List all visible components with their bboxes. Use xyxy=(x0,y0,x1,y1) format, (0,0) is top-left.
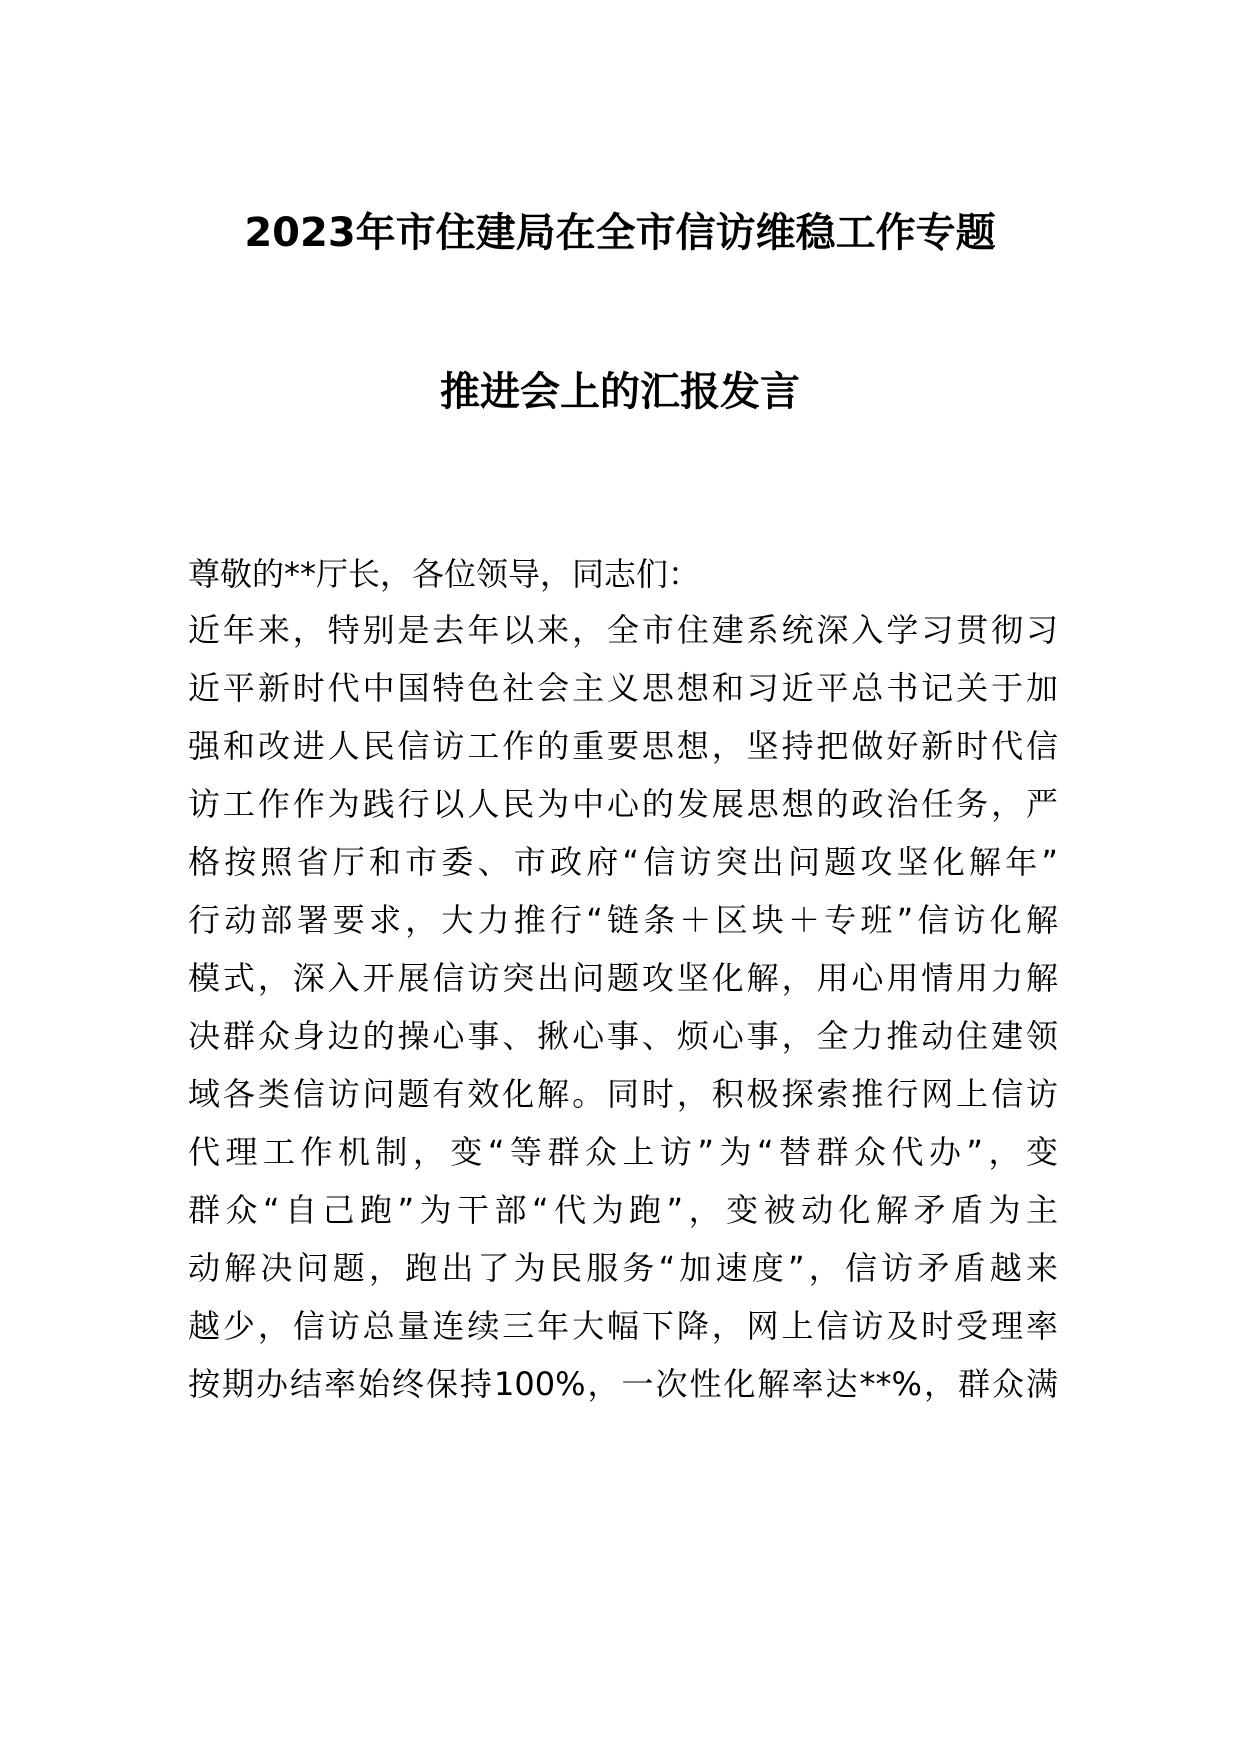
paragraph-line-8: 决群众身边的操心事、揪心事、烦心事，全力推动住建领 xyxy=(188,1017,1058,1055)
paragraph-line-14: 按期办结率始终保持100%，一次性化解率达**%，群众满 xyxy=(188,1365,1058,1403)
paragraph-line-2: 近平新时代中国特色社会主义思想和习近平总书记关于加 xyxy=(188,669,1058,707)
paragraph-line-4: 访工作作为践行以人民为中心的发展思想的政治任务，严 xyxy=(188,785,1058,823)
paragraph-line-5: 格按照省厅和市委、市政府“信访突出问题攻坚化解年” xyxy=(188,843,1058,881)
paragraph-line-12: 动解决问题，跑出了为民服务“加速度”，信访矛盾越来 xyxy=(188,1249,1058,1287)
paragraph-line-3: 强和改进人民信访工作的重要思想，坚持把做好新时代信 xyxy=(188,727,1058,765)
paragraph-line-7: 模式，深入开展信访突出问题攻坚化解，用心用情用力解 xyxy=(188,959,1058,997)
paragraph-line-13: 越少，信访总量连续三年大幅下降，网上信访及时受理率 xyxy=(188,1307,1058,1345)
paragraph-line-11: 群众“自己跑”为干部“代为跑”，变被动化解矛盾为主 xyxy=(188,1191,1058,1229)
paragraph-line-1: 近年来，特别是去年以来，全市住建系统深入学习贯彻习 xyxy=(188,611,1058,649)
document-title-line-2: 推进会上的汇报发言 xyxy=(440,369,800,415)
paragraph-line-10: 代理工作机制，变“等群众上访”为“替群众代办”，变 xyxy=(188,1133,1058,1171)
document-title-line-1: 2023年市住建局在全市信访维稳工作专题 xyxy=(244,210,996,256)
paragraph-line-6: 行动部署要求，大力推行“链条＋区块＋专班”信访化解 xyxy=(188,901,1058,939)
salutation: 尊敬的**厅长，各位领导，同志们： xyxy=(188,555,701,593)
paragraph-line-9: 域各类信访问题有效化解。同时，积极探索推行网上信访 xyxy=(188,1075,1058,1113)
